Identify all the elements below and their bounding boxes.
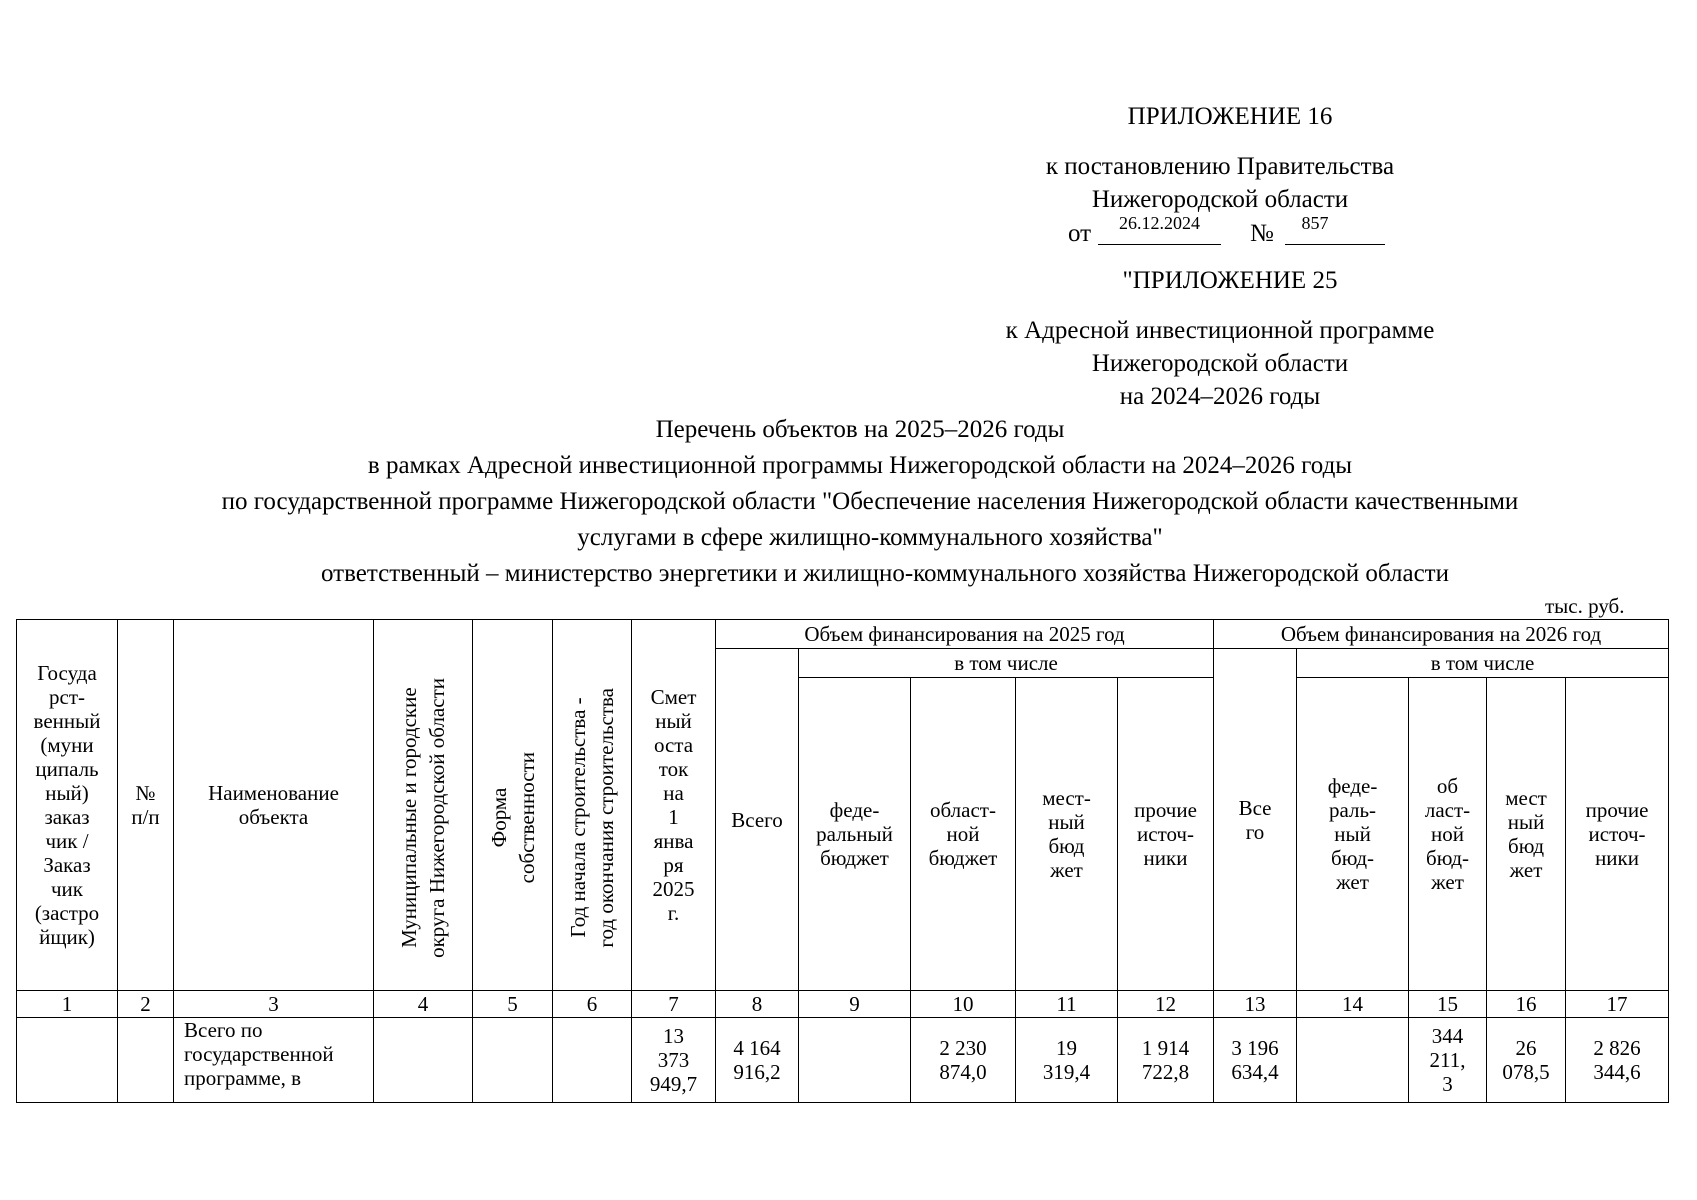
column-number: 10 bbox=[911, 991, 1016, 1018]
total-cell-total-2026: 3 196 634,4 bbox=[1214, 1018, 1297, 1103]
to-resolution-line2: Нижегородской области bbox=[1091, 186, 1349, 213]
column-number: 3 bbox=[174, 991, 374, 1018]
total-cell-remainder: 13 373 949,7 bbox=[632, 1018, 716, 1103]
column-number: 9 bbox=[799, 991, 911, 1018]
total-cell-municipal bbox=[374, 1018, 473, 1103]
total-cell-ownership bbox=[473, 1018, 553, 1103]
total-cell-customer bbox=[17, 1018, 118, 1103]
to-program-line2: Нижегородской области bbox=[1091, 350, 1349, 377]
total-cell-regional-2026: 344 211, 3 bbox=[1409, 1018, 1487, 1103]
total-cell-federal-2025 bbox=[799, 1018, 911, 1103]
column-number-row bbox=[17, 991, 1669, 1018]
date-prefix: от bbox=[1068, 220, 1092, 247]
total-cell-regional-2025: 2 230 874,0 bbox=[911, 1018, 1016, 1103]
resolution-number: 857 bbox=[1301, 213, 1329, 233]
header-customer: Госуда рст- венный (муни ципаль ный) заказ чик / Заказ чик (застро йщик) bbox=[17, 620, 118, 991]
column-number: 13 bbox=[1214, 991, 1297, 1018]
column-number: 12 bbox=[1118, 991, 1214, 1018]
column-number: 6 bbox=[553, 991, 632, 1018]
header-other-2025: прочие источ- ники bbox=[1118, 678, 1214, 991]
document-title-line3: по государственной программе Нижегородской области "Обеспечение населения Нижегородской области качественными bbox=[221, 488, 1519, 515]
to-resolution-line1: к постановлению Правительства bbox=[1045, 153, 1395, 180]
column-number: 16 bbox=[1487, 991, 1566, 1018]
column-number: 4 bbox=[374, 991, 473, 1018]
header-federal-2025: феде- ральный бюджет bbox=[799, 678, 911, 991]
column-number: 15 bbox=[1409, 991, 1487, 1018]
column-number: 17 bbox=[1566, 991, 1669, 1018]
document-title-line1: Перечень объектов на 2025–2026 годы bbox=[655, 416, 1065, 443]
header-financing-2026: Объем финансирования на 2026 год bbox=[1214, 620, 1669, 649]
header-federal-2026: феде- раль- ный бюд- жет bbox=[1297, 678, 1409, 991]
header-ownership-form: Форма собственности bbox=[473, 620, 553, 991]
header-local-2026: мест ный бюд жет bbox=[1487, 678, 1566, 991]
column-number: 7 bbox=[632, 991, 716, 1018]
number-prefix: № bbox=[1250, 220, 1274, 247]
header-local-2025: мест- ный бюд жет bbox=[1016, 678, 1118, 991]
total-cell-num bbox=[118, 1018, 174, 1103]
total-cell-other-2025: 1 914 722,8 bbox=[1118, 1018, 1214, 1103]
header-total-2026: Все го bbox=[1214, 649, 1297, 991]
column-number: 14 bbox=[1297, 991, 1409, 1018]
units-label: тыс. руб. bbox=[1545, 594, 1625, 618]
total-cell-years bbox=[553, 1018, 632, 1103]
resolution-date: 26.12.2024 bbox=[1119, 213, 1200, 233]
to-program-line1: к Адресной инвестиционной программе bbox=[1005, 317, 1435, 344]
header-including-2025: в том числе bbox=[799, 649, 1214, 678]
header-regional-2025: област- ной бюджет bbox=[911, 678, 1016, 991]
document-title-line2: в рамках Адресной инвестиционной программы Нижегородской области на 2024–2026 годы bbox=[367, 452, 1353, 479]
total-row bbox=[17, 1018, 1669, 1103]
responsible-line: ответственный – министерство энергетики и жилищно-коммунального хозяйства Нижегородской области bbox=[321, 560, 1449, 587]
total-cell-local-2025: 19 319,4 bbox=[1016, 1018, 1118, 1103]
header-other-2026: прочие источ- ники bbox=[1566, 678, 1669, 991]
header-including-2026: в том числе bbox=[1297, 649, 1669, 678]
appendix-16-title: ПРИЛОЖЕНИЕ 16 bbox=[1127, 103, 1333, 130]
header-estimated-remainder: Смет ный оста ток на 1 янва ря 2025 г. bbox=[632, 620, 716, 991]
document-title-line4: услугами в сфере жилищно-коммунального хозяйства" bbox=[577, 524, 1163, 551]
header-row-1 bbox=[17, 620, 1669, 649]
total-cell-other-2026: 2 826 344,6 bbox=[1566, 1018, 1669, 1103]
header-object-name: Наименование объекта bbox=[174, 620, 374, 991]
total-cell-local-2026: 26 078,5 bbox=[1487, 1018, 1566, 1103]
header-municipal-districts: Муниципальные и городские округа Нижегородской области bbox=[374, 620, 473, 991]
column-number: 5 bbox=[473, 991, 553, 1018]
header-financing-2025: Объем финансирования на 2025 год bbox=[716, 620, 1214, 649]
header-regional-2026: об ласт- ной бюд- жет bbox=[1409, 678, 1487, 991]
appendix-25-title: "ПРИЛОЖЕНИЕ 25 bbox=[1122, 267, 1338, 294]
investment-objects-table bbox=[16, 619, 1669, 1103]
total-cell-federal-2026 bbox=[1297, 1018, 1409, 1103]
total-cell-name: Всего по государственной программе, в bbox=[174, 1018, 374, 1103]
column-number: 1 bbox=[17, 991, 118, 1018]
total-cell-total-2025: 4 164 916,2 bbox=[716, 1018, 799, 1103]
header-total-2025: Всего bbox=[716, 649, 799, 991]
header-construction-years: Год начала строительства - год окончания строительства bbox=[553, 620, 632, 991]
header-num: № п/п bbox=[118, 620, 174, 991]
column-number: 2 bbox=[118, 991, 174, 1018]
to-program-line3: на 2024–2026 годы bbox=[1119, 383, 1321, 410]
column-number: 8 bbox=[716, 991, 799, 1018]
column-number: 11 bbox=[1016, 991, 1118, 1018]
